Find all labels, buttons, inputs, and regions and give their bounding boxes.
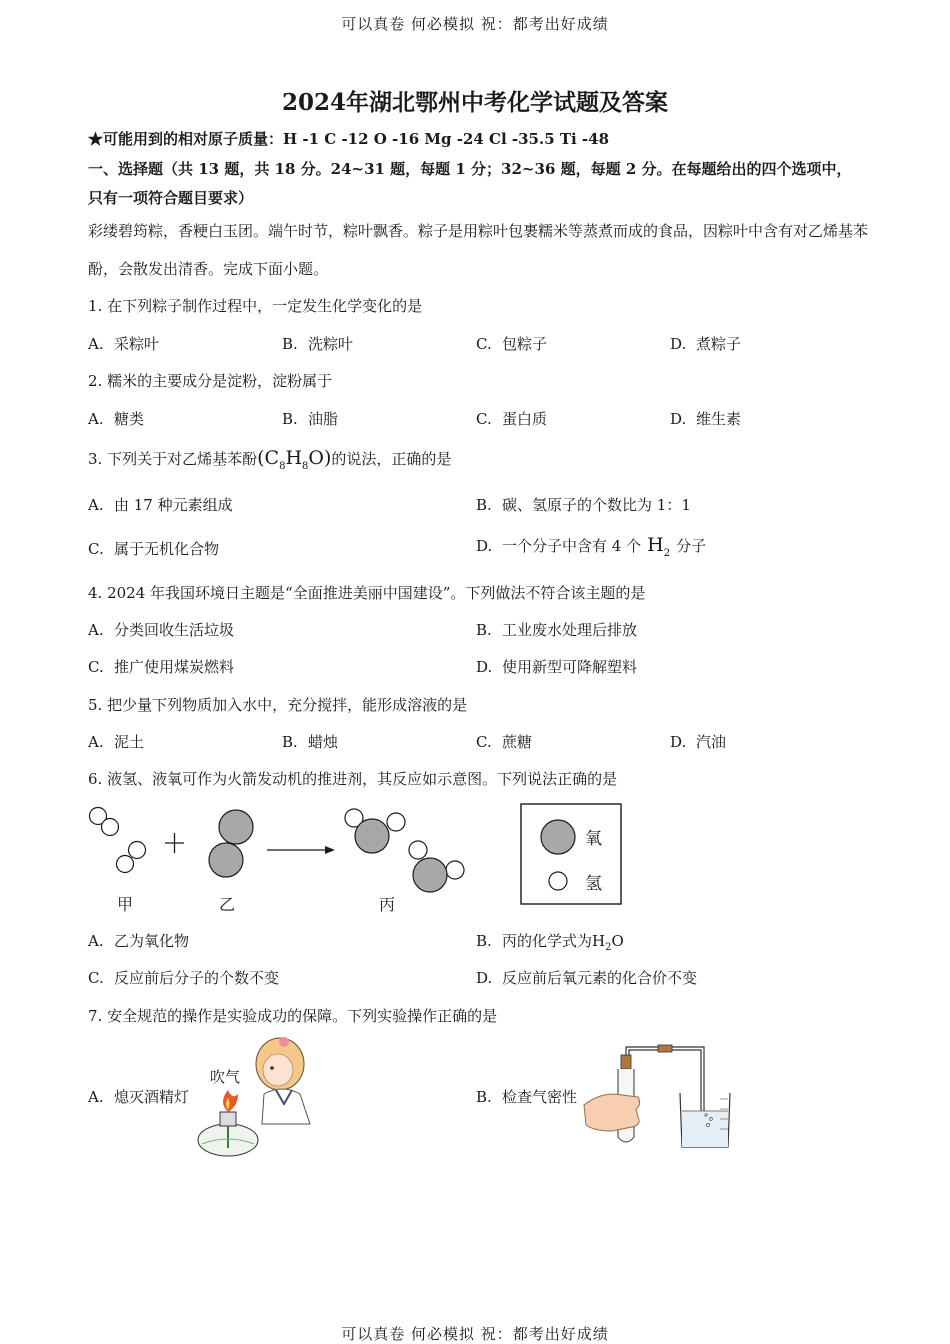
formula-c8h8o: $(C_8H_8O)$ — [257, 447, 332, 472]
intro-paragraph: 彩缕碧筠粽，香粳白玉团。端午时节，粽叶飘香。粽子是用粽叶包裹糯米等蒸煮而成的食品，因粽叶中含有对乙烯基苯酚，会散发出清香。完成下面小题。 — [88, 222, 869, 278]
q3-option-b[interactable]: B. 碳、氢原子的个数比为 1：1 — [476, 496, 691, 514]
airtightness-check-illustration — [582, 1035, 732, 1150]
legend-oxygen: 氧 — [585, 829, 602, 849]
atomic-mass-note: ★可能用到的相对原子质量：H -1 C -12 O -16 Mg -24 Cl -35.5 Ti -48 — [88, 130, 610, 148]
q4-option-b[interactable]: B. 工业废水处理后排放 — [476, 621, 638, 639]
diagram-legend — [521, 804, 621, 904]
formula-h2: $H_2$ — [647, 534, 671, 559]
q2-option-b[interactable]: B. 油脂 — [282, 410, 339, 428]
label-jia: 甲 — [117, 895, 134, 914]
molecule-h2o-1 — [345, 809, 405, 853]
q4-option-c[interactable]: C. 推广使用煤炭燃料 — [88, 658, 235, 676]
page-title: 2024年湖北鄂州中考化学试题及答案 — [281, 89, 668, 116]
q6-option-b[interactable]: B. 丙的化学式为$H_2O$ — [476, 932, 624, 953]
q2-stem: 2. 糯米的主要成分是淀粉，淀粉属于 — [88, 372, 333, 390]
q5-option-c[interactable]: C. 蔗糖 — [476, 733, 533, 751]
q4-option-a[interactable]: A. 分类回收生活垃圾 — [88, 621, 235, 639]
q3-option-a[interactable]: A. 由 17 种元素组成 — [88, 496, 233, 514]
label-bing: 丙 — [379, 895, 396, 914]
section-heading-line1: 一、选择题（共 13 题，共 18 分。24~31 题，每题 1 分；32~36 题，每题 2 分。在每题给出的四个选项中， — [88, 160, 852, 178]
blow-label: 吹气 — [210, 1068, 241, 1086]
reaction-arrow — [267, 846, 335, 854]
section-heading-line2: 只有一项符合题目要求） — [88, 189, 254, 207]
q3-option-c[interactable]: C. 属于无机化合物 — [88, 540, 220, 558]
reaction-diagram — [80, 798, 640, 923]
q1-option-c[interactable]: C. 包粽子 — [476, 335, 548, 353]
molecule-h2-2 — [117, 842, 146, 873]
q2-option-a[interactable]: A. 糖类 — [88, 410, 145, 428]
q4-stem: 4. 2024 年我国环境日主题是“全面推进美丽中国建设”。下列做法不符合该主题的是 — [88, 584, 646, 602]
blow-out-lamp-illustration — [192, 1032, 317, 1160]
formula-h2o: $H_2O$ — [592, 932, 624, 953]
q1-option-a[interactable]: A. 采粽叶 — [88, 335, 160, 353]
beaker-icon — [680, 1093, 730, 1147]
alcohol-lamp-icon — [198, 1090, 258, 1156]
molecule-h2o-2 — [409, 841, 464, 892]
q6-option-d[interactable]: D. 反应前后氧元素的化合价不变 — [476, 969, 698, 987]
hand-icon — [584, 1094, 640, 1131]
q6-option-a[interactable]: A. 乙为氧化物 — [88, 932, 190, 950]
q7-option-b[interactable]: B. 检查气密性 — [476, 1088, 578, 1106]
legend-hydrogen: 氢 — [585, 874, 602, 894]
q2-option-c[interactable]: C. 蛋白质 — [476, 410, 548, 428]
q2-option-d[interactable]: D. 维生素 — [670, 410, 742, 428]
q3-option-d[interactable]: D. 一个分子中含有 4 个 $H_2$ 分子 — [476, 534, 707, 559]
q5-option-d[interactable]: D. 汽油 — [670, 733, 727, 751]
label-yi: 乙 — [219, 895, 236, 914]
q4-option-d[interactable]: D. 使用新型可降解塑料 — [476, 658, 638, 676]
q6-stem: 6. 液氢、液氧可作为火箭发动机的推进剂，其反应如示意图。下列说法正确的是 — [88, 770, 618, 788]
q7-option-a[interactable]: A. 熄灭酒精灯 — [88, 1088, 190, 1106]
q1-option-b[interactable]: B. 洗粽叶 — [282, 335, 354, 353]
q1-option-d[interactable]: D. 煮粽子 — [670, 335, 742, 353]
molecule-h2-1 — [90, 808, 119, 836]
q5-option-a[interactable]: A. 泥土 — [88, 733, 145, 751]
girl-icon — [256, 1037, 310, 1124]
q1-stem: 1. 在下列粽子制作过程中，一定发生化学变化的是 — [88, 297, 423, 315]
q5-stem: 5. 把少量下列物质加入水中，充分搅拌，能形成溶液的是 — [88, 696, 468, 714]
page-header: 可以真卷 何必模拟 祝：都考出好成绩 — [341, 15, 609, 33]
page-footer: 可以真卷 何必模拟 祝：都考出好成绩 — [341, 1325, 609, 1343]
plus-sign — [165, 833, 184, 853]
q3-stem: 3. 下列关于对乙烯基苯酚$(C_8H_8O)$的说法，正确的是 — [88, 447, 452, 472]
molecule-o2 — [209, 810, 253, 877]
q7-stem: 7. 安全规范的操作是实验成功的保障。下列实验操作正确的是 — [88, 1007, 498, 1025]
q6-option-c[interactable]: C. 反应前后分子的个数不变 — [88, 969, 280, 987]
q5-option-b[interactable]: B. 蜡烛 — [282, 733, 339, 751]
